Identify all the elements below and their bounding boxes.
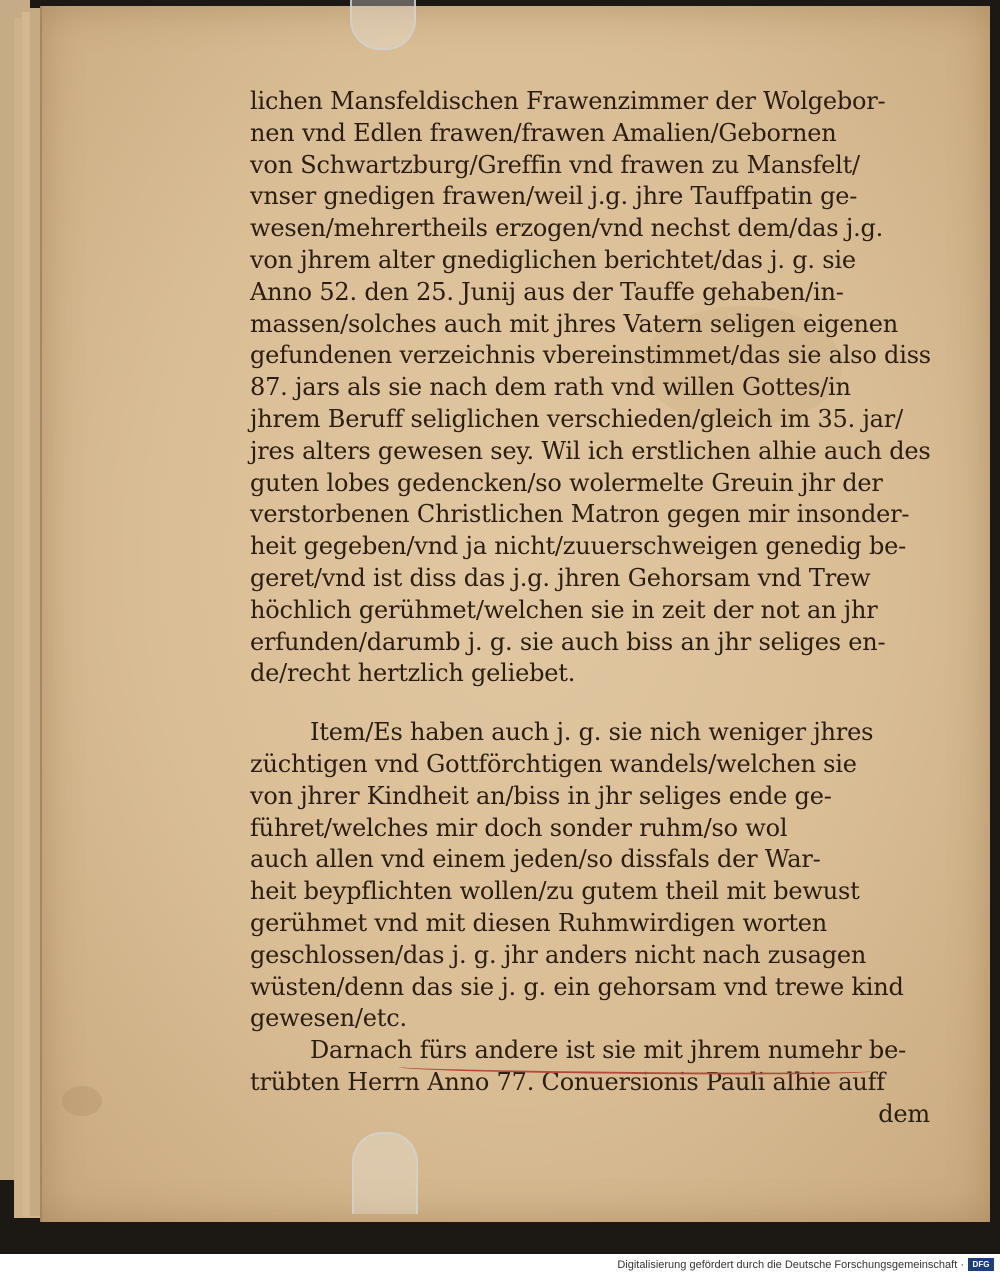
text-line: Darnach fürs andere ist sie mit jhrem numehr be- bbox=[310, 1036, 906, 1065]
text-line: auch allen vnd einem jeden/so dissfals der War- bbox=[250, 845, 821, 874]
text-line: massen/solches auch mit jhres Vatern seligen eigenen bbox=[250, 309, 898, 338]
text-line: nen vnd Edlen frawen/frawen Amalien/Gebornen bbox=[250, 118, 837, 147]
text-line: wesen/mehrertheils erzogen/vnd nechst dem/das j.g. bbox=[250, 214, 884, 243]
text-line: höchlich gerühmet/welchen sie in zeit der not an jhr bbox=[250, 595, 878, 624]
text-line: gefundenen verzeichnis vbereinstimmet/das sie also diss bbox=[250, 341, 931, 370]
text-line: gerühmet vnd mit diesen Ruhmwirdigen worten bbox=[250, 908, 828, 937]
text-line: Item/Es haben auch j. g. sie nich weniger jhres bbox=[310, 718, 874, 747]
text-line: verstorbenen Christlichen Matron gegen mir insonder- bbox=[250, 500, 910, 529]
text-line: führet/welches mir doch sonder ruhm/so wol bbox=[250, 813, 788, 842]
text-line: guten lobes gedencken/so wolermelte Greuin jhr der bbox=[250, 468, 883, 497]
text-line: heit beypflichten wollen/zu gutem theil mit bewust bbox=[250, 877, 860, 906]
dfg-logo[interactable]: DFG bbox=[968, 1258, 994, 1271]
page-text bbox=[250, 86, 940, 1131]
text-line: geschlossen/das j. g. jhr anders nicht nach zusagen bbox=[250, 940, 867, 969]
text-line: lichen Mansfeldischen Frawenzimmer der Wolgebor- bbox=[250, 87, 886, 115]
text-line: de/recht hertzlich geliebet. bbox=[250, 659, 576, 688]
paper-stain bbox=[62, 1086, 102, 1116]
text-line: heit gegeben/vnd ja nicht/zuuerschweigen genedig be- bbox=[250, 532, 907, 561]
paragraph-1 bbox=[250, 86, 940, 690]
text-line: gewesen/etc. bbox=[250, 1004, 407, 1033]
page-clip-bottom bbox=[352, 1132, 418, 1214]
text-line: erfunden/darumb j. g. sie auch biss an jhr seliges en- bbox=[250, 627, 886, 656]
text-line: Anno 52. den 25. Junij aus der Tauffe gehaben/in- bbox=[250, 277, 844, 306]
text-line: von jhrer Kindheit an/biss in jhr seliges ende ge- bbox=[250, 781, 832, 810]
text-line: züchtigen vnd Gottförchtigen wandels/welchen sie bbox=[250, 749, 857, 778]
footer-bar bbox=[0, 1254, 1000, 1276]
text-line: 87. jars als sie nach dem rath vnd willen Gottes/in bbox=[250, 373, 851, 402]
catchword: dem bbox=[878, 1099, 930, 1128]
text-line: jres alters gewesen sey. Wil ich erstlichen alhie auch des bbox=[250, 436, 931, 465]
text-line: geret/vnd ist diss das j.g. jhren Gehorsam vnd Trew bbox=[250, 563, 871, 592]
text-line: trübten Herrn Anno 77. Conuersionis Pauli alhie auff bbox=[250, 1067, 885, 1096]
text-line: von Schwartzburg/Greffin vnd frawen zu Mansfelt/ bbox=[250, 150, 860, 179]
paragraph-2 bbox=[250, 717, 940, 1035]
text-line: vnser gnedigen frawen/weil j.g. jhre Tauffpatin ge- bbox=[250, 182, 858, 211]
text-line: von jhrem alter gnediglichen berichtet/das j. g. sie bbox=[250, 245, 856, 274]
text-line: jhrem Beruff seliglichen verschieden/gleich im 35. jar/ bbox=[250, 404, 903, 433]
text-line: wüsten/denn das sie j. g. ein gehorsam vnd trewe kind bbox=[250, 972, 904, 1001]
funding-credit: Digitalisierung gefördert durch die Deutsche Forschungsgemeinschaft · bbox=[617, 1259, 964, 1271]
